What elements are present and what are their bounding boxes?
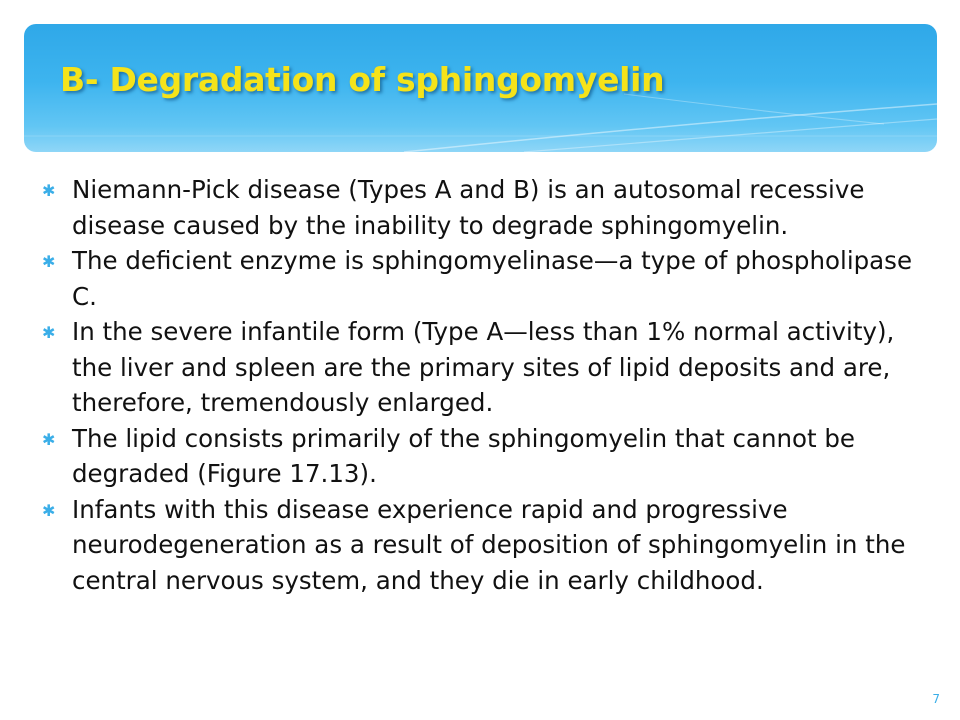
bullet-text: Niemann-Pick disease (Types A and B) is an autosomal recessive disease caused by the inability to degrade sphingomyelin. bbox=[72, 175, 865, 240]
asterisk-bullet-icon: ✱ bbox=[42, 252, 56, 271]
bullet-item bbox=[40, 172, 920, 243]
title-banner bbox=[24, 24, 937, 152]
page-number: 7 bbox=[932, 692, 940, 706]
bullet-item bbox=[40, 243, 920, 314]
bullet-item bbox=[40, 421, 920, 492]
slide-title: B- Degradation of sphingomyelin bbox=[60, 60, 665, 99]
bullet-item bbox=[40, 314, 920, 421]
bullet-text: The deficient enzyme is sphingomyelinase—a type of phospholipase C. bbox=[72, 246, 913, 311]
bullet-item bbox=[40, 492, 920, 599]
bullet-text: Infants with this disease experience rapid and progressive neurodegeneration as a result of deposition of sphingomyelin in the central nervous system, and they die in early childhood. bbox=[72, 494, 906, 595]
asterisk-bullet-icon: ✱ bbox=[42, 323, 56, 342]
asterisk-bullet-icon: ✱ bbox=[42, 500, 56, 520]
bullet-list bbox=[40, 172, 920, 598]
bullet-text: The lipid consists primarily of the sphingomyelin that cannot be degraded (Figure 17.13). bbox=[72, 423, 856, 488]
bullet-text: In the severe infantile form (Type A—less than 1% normal activity), the liver and spleen are the primary sites of lipid deposits and are, therefore, tremendously enlarged. bbox=[72, 317, 895, 417]
asterisk-bullet-icon: ✱ bbox=[42, 181, 56, 200]
asterisk-bullet-icon: ✱ bbox=[42, 429, 56, 449]
